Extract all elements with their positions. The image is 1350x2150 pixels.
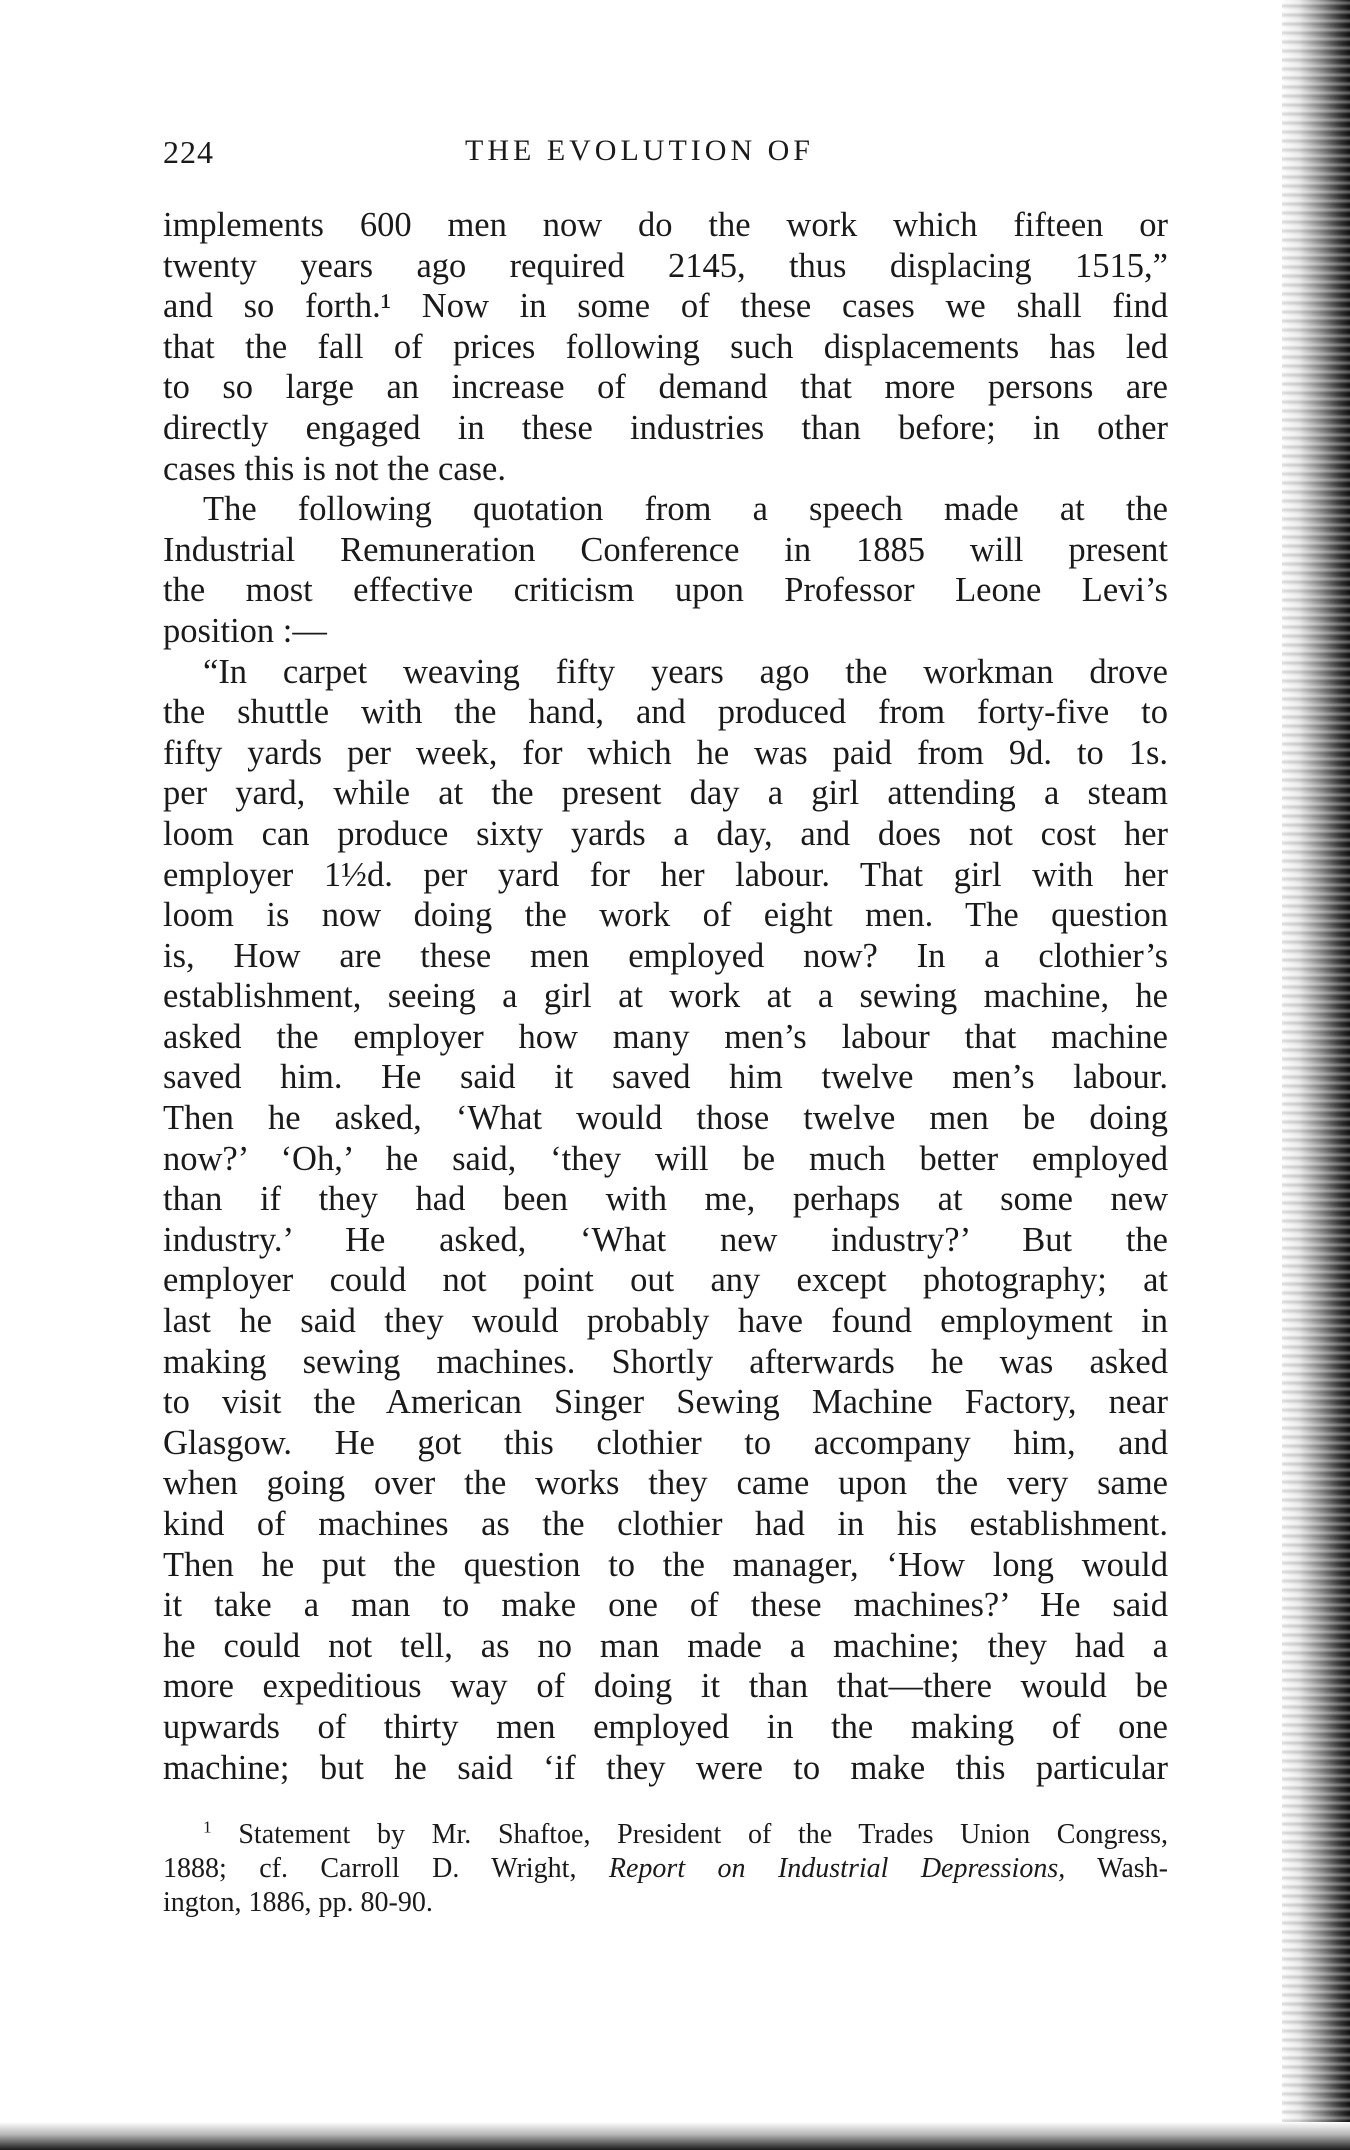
text-line: Then he asked, ‘What would those twelve men be doing: [163, 1099, 1168, 1138]
text-line: the most effective criticism upon Professor Leone Levi’s: [163, 571, 1168, 610]
text-line: asked the employer how many men’s labour that machine: [163, 1017, 1168, 1056]
text-line: and so forth.¹ Now in some of these cases we shall find: [163, 287, 1168, 326]
text-line: kind of machines as the clothier had in his establishment.: [163, 1505, 1168, 1543]
text-line: industry.’ He asked, ‘What new industry?’ But the: [163, 1220, 1168, 1259]
text-line: is, How are these men employed now? In a clothier’s: [163, 936, 1168, 975]
text-line: the shuttle with the hand, and produced from forty-five to: [163, 693, 1168, 732]
text-line: Industrial Remuneration Conference in 1885 will present: [163, 530, 1168, 569]
running-title: THE EVOLUTION OF: [465, 134, 814, 167]
text-line: implements 600 men now do the work which fifteen or: [163, 206, 1168, 244]
footnote-line: [163, 1852, 1168, 1886]
text-line: directly engaged in these industries than before; in other: [163, 408, 1168, 447]
text-line: “In carpet weaving fifty years ago the workman drove: [203, 652, 1168, 691]
footnote-text: Wash-: [1065, 1853, 1169, 1884]
text-line: that the fall of prices following such displacements has led: [163, 327, 1168, 366]
text-line: per yard, while at the present day a girl attending a steam: [163, 774, 1168, 813]
text-line: establishment, seeing a girl at work at a sewing machine, he: [163, 977, 1168, 1016]
bottom-edge-shadow: [0, 2122, 1350, 2150]
text-line: now?’ ‘Oh,’ he said, ‘they will be much better employed: [163, 1139, 1168, 1178]
text-line: loom is now doing the work of eight men. The question: [163, 896, 1168, 935]
text-line: Glasgow. He got this clothier to accompany him, and: [163, 1423, 1168, 1462]
footnote-line: ington, 1886, pp. 80-90.: [163, 1887, 433, 1918]
text-line: loom can produce sixty yards a day, and does not cost her: [163, 814, 1168, 853]
footnote-text: Statement by Mr. Shaftoe, President of the Trades Union Congress,: [238, 1819, 1169, 1850]
text-line: cases this is not the case.: [163, 449, 506, 488]
text-line: The following quotation from a speech made at the: [203, 490, 1168, 529]
text-line: upwards of thirty men employed in the making of one: [163, 1707, 1168, 1746]
page-number: 224: [163, 134, 214, 170]
footnote-line: [163, 1818, 1168, 1852]
footnote-report-title: Report on Industrial Depressions,: [608, 1853, 1066, 1884]
text-line: last he said they would probably have found employment in: [163, 1302, 1168, 1341]
text-line: Then he put the question to the manager, ‘How long would: [163, 1545, 1168, 1584]
text-line: employer could not point out any except photography; at: [163, 1261, 1168, 1300]
page-edge-shadow: [1282, 0, 1350, 2150]
text-line: employer 1½d. per yard for her labour. That girl with her: [163, 855, 1168, 894]
text-line: it take a man to make one of these machines?’ He said: [163, 1586, 1168, 1625]
body-text: [163, 205, 1168, 1788]
text-line: saved him. He said it saved him twelve men’s labour.: [163, 1058, 1168, 1097]
text-line: to so large an increase of demand that more persons are: [163, 368, 1168, 407]
text-line: to visit the American Singer Sewing Machine Factory, near: [163, 1383, 1168, 1422]
footnote-marker: 1: [203, 1817, 212, 1837]
footnote: [163, 1818, 1168, 1920]
page-header: [163, 134, 1173, 174]
text-line: more expeditious way of doing it than that—there would be: [163, 1667, 1168, 1706]
text-line: machine; but he said ‘if they were to make this particular: [163, 1748, 1168, 1787]
text-line: fifty yards per week, for which he was paid from 9d. to 1s.: [163, 733, 1168, 772]
text-line: when going over the works they came upon the very same: [163, 1464, 1168, 1503]
text-line: making sewing machines. Shortly afterwards he was asked: [163, 1342, 1168, 1381]
footnote-text: 1888; cf. Carroll D. Wright,: [163, 1853, 609, 1884]
text-line: twenty years ago required 2145, thus displacing 1515,”: [163, 246, 1168, 285]
text-line: than if they had been with me, perhaps at some new: [163, 1180, 1168, 1219]
text-line: he could not tell, as no man made a machine; they had a: [163, 1626, 1168, 1665]
text-line: position :—: [163, 611, 327, 650]
